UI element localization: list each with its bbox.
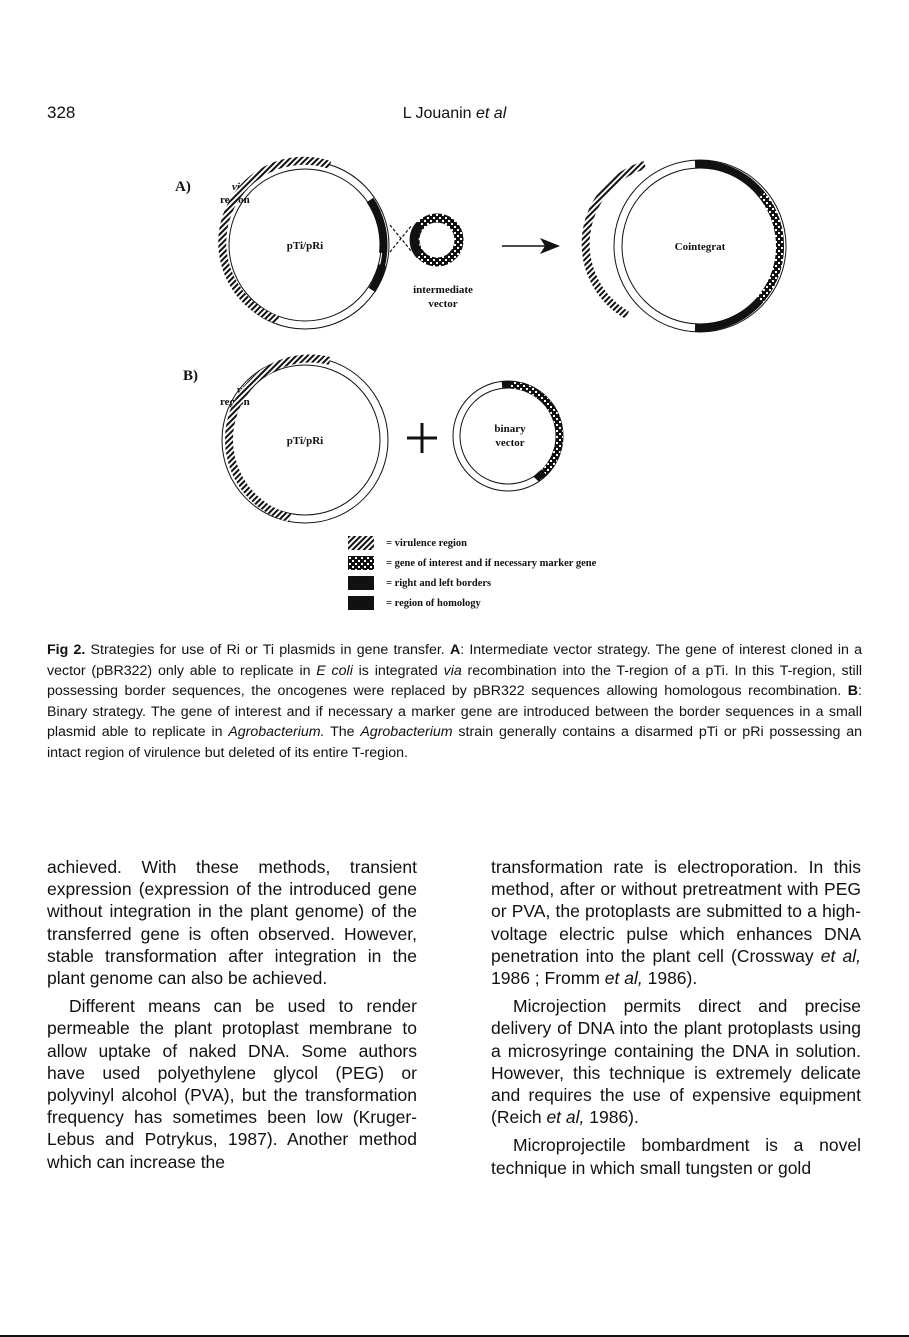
paragraph: achieved. With these methods, transient expression (expression of the introduced gene without integration in the plant genome) of the transferred gene is often observed. However, stable transformation after integration in the plant genome can also be achieved. xyxy=(47,857,417,989)
legend-item-borders: = right and left borders xyxy=(348,573,596,593)
cointegrate-label: Cointegrat xyxy=(674,241,726,253)
hatched-swatch-icon xyxy=(348,536,374,550)
cointegrate-plasmid xyxy=(586,160,786,332)
body-column-left xyxy=(47,856,417,1179)
paragraph: Different means can be used to render permeable the plant protoplast membrane to allow uptake of naked DNA. Some authors have used polyethylene glycol (PEG) or polyvinyl alcohol (PVA), but the transformation frequency has sometimes been low (Kruger-Lebus and Potrykus, 1987). Another method which can increase the xyxy=(47,996,417,1172)
page-number: 328 xyxy=(47,103,76,122)
pti-plasmid-a xyxy=(221,161,389,329)
vector-label: vector xyxy=(428,298,458,310)
legend-item-homology: = region of homology xyxy=(348,593,596,613)
paragraph: Microjection permits direct and precise delivery of DNA into the plant protoplasts using a microsyringe containing the DNA in solution. However, this technique is extremely delicate and requires the use of expensive equipment (Reich et al, 1986). xyxy=(491,996,861,1128)
intermediate-label: intermediate xyxy=(413,284,473,296)
paragraph: Microprojectile bombardment is a novel technique in which small tungsten or gold xyxy=(491,1135,861,1178)
plus-icon xyxy=(407,423,437,453)
legend-item-gene-of-interest: = gene of interest and if necessary marker gene xyxy=(348,553,596,573)
legend-item-virulence: = virulence region xyxy=(348,533,596,553)
region-label-b: region xyxy=(220,396,250,408)
crossover-x-icon xyxy=(390,225,412,252)
binary-vector-label: vector xyxy=(495,437,525,449)
panel-b-label: B) xyxy=(183,368,198,384)
binary-label: binary xyxy=(494,423,526,435)
plasmid-strategy-figure xyxy=(0,130,909,530)
vir-label: vir xyxy=(232,181,245,193)
binary-vector xyxy=(453,381,563,491)
black-swatch-icon xyxy=(348,576,374,590)
pti-label-b: pTi/pRi xyxy=(286,435,324,447)
figure-caption: Fig 2. Strategies for use of Ri or Ti plasmids in gene transfer. A: Intermediate vector strategy. The gene of interest cloned in a vector (pBR322) only able to replicate in E coli is integrated via recombination into the T-region of a pTi. In this T-region, still possessing border sequences, the oncogenes were replaced by pBR322 sequences allowing homologous recombination. B: Binary strategy. The gene of interest and if necessary a marker gene are introduced between the border sequences in a small plasmid able to replicate in Agrobacterium. The Agrobacterium strain generally contains a disarmed pTi or pRi possessing an intact region of virulence but deleted of its entire T-region. xyxy=(47,642,863,761)
intermediate-vector xyxy=(413,218,473,310)
figure-legend xyxy=(348,533,596,613)
right-arrow-icon xyxy=(502,238,560,254)
running-head: L Jouanin et al xyxy=(402,105,507,122)
checkered-swatch-icon xyxy=(348,556,374,570)
region-label: region xyxy=(220,194,250,206)
black-swatch-icon xyxy=(348,596,374,610)
vir-label-b: vir xyxy=(237,384,250,396)
panel-a-label: A) xyxy=(175,179,191,195)
pti-label-a: pTi/pRi xyxy=(286,240,324,252)
pti-plasmid-b xyxy=(222,357,388,523)
paragraph: transformation rate is electroporation. In this method, after or without pretreatment with PEG or PVA, the protoplasts are submitted to a high-voltage electric pulse which enhances DNA penetration into the plant cell (Crossway et al, 1986 ; Fromm et al, 1986). xyxy=(491,857,861,989)
body-column-right xyxy=(491,856,861,1185)
